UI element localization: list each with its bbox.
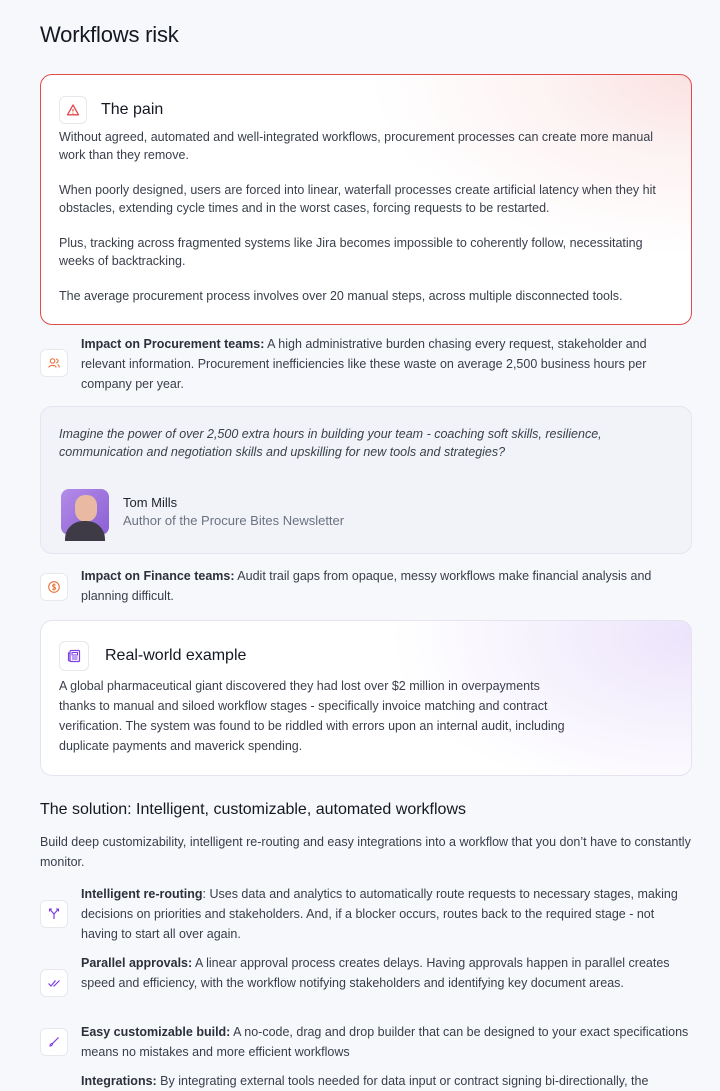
- example-text: A global pharmaceutical giant discovered they had lost over $2 million in overpayments thanks to manual and siloed workflow stages - specifically invoice matching and contract verification. The system was found to be riddled with errors upon an internal audit, including duplicate payments and maverick spending.: [59, 679, 565, 753]
- users-icon: [40, 349, 68, 377]
- brush-icon: [40, 1028, 68, 1056]
- quote-author: [61, 489, 344, 535]
- impact-finance-text: Impact on Finance teams: Audit trail gaps from opaque, messy workflows make financial analysis and planning difficult.: [81, 569, 652, 603]
- feature-text: Intelligent re-routing: Uses data and analytics to automatically route requests to necessary stages, making decisions on priorities and stakeholders. And, if a blocker occurs, routes back to the required stage - not having to start all over again.: [81, 887, 678, 941]
- example-title: Real-world example: [105, 647, 247, 664]
- pain-paragraph: Without agreed, automated and well-integrated workflows, procurement processes can create more manual work than they remove.: [59, 130, 654, 162]
- feature-item: [40, 953, 692, 993]
- feature-text: Parallel approvals: A linear approval process creates delays. Having approvals happen in parallel creates speed and efficiency, with the workflow notifying stakeholders and identifying key document areas.: [81, 956, 670, 990]
- solution-title: The solution: Intelligent, customizable, automated workflows: [40, 801, 466, 818]
- pain-paragraph: The average procurement process involves over 20 manual steps, across multiple disconnected tools.: [59, 289, 623, 303]
- example-card-header: [59, 641, 673, 671]
- feature-item: [40, 1022, 692, 1062]
- feature-text: Easy customizable build: A no-code, drag and drop builder that can be designed to your exact specifications means no mistakes and more efficient workflows: [81, 1025, 689, 1059]
- impact-procurement-label: Impact on Procurement teams:: [81, 337, 265, 351]
- feature-label: Easy customizable build:: [81, 1025, 231, 1039]
- impact-finance: [40, 566, 692, 606]
- author-role: Author of the Procure Bites Newsletter: [123, 513, 345, 528]
- double-check-icon: [40, 969, 68, 997]
- example-card: [40, 620, 692, 776]
- solution-intro: Build deep customizability, intelligent re-routing and easy integrations into a workflow that you don’t have to constantly monitor.: [40, 835, 691, 869]
- feature-label: Intelligent re-routing: [81, 887, 203, 901]
- feature-item: [40, 1071, 692, 1091]
- impact-procurement: [40, 334, 692, 394]
- dollar-coin-icon: [40, 573, 68, 601]
- pain-title: The pain: [101, 101, 164, 118]
- feature-label: Parallel approvals:: [81, 956, 193, 970]
- warning-triangle-icon: [59, 96, 87, 124]
- quote-text: Imagine the power of over 2,500 extra hours in building your team - coaching soft skills, resilience, communication and negotiation skills and upskilling for new tools and strategies?: [59, 427, 602, 459]
- avatar: [61, 489, 109, 535]
- feature-item: [40, 884, 692, 944]
- page-title: Workflows risk: [40, 22, 179, 47]
- feature-text: Integrations: By integrating external tools needed for data input or contract signing bi-directionally, the: [81, 1074, 649, 1088]
- pain-paragraph: Plus, tracking across fragmented systems like Jira becomes impossible to coherently follow, necessitating weeks of backtracking.: [59, 236, 643, 268]
- pain-card-header: [59, 95, 673, 125]
- newspaper-icon: [59, 641, 89, 671]
- quote-card: [40, 406, 692, 554]
- pain-paragraph: When poorly designed, users are forced into linear, waterfall processes create artificial latency when they hit obstacles, extending cycle times and in the worst cases, forcing requests to be restarted.: [59, 183, 656, 215]
- author-name: Tom Mills: [123, 495, 178, 510]
- feature-label: Integrations:: [81, 1074, 157, 1088]
- impact-procurement-text: Impact on Procurement teams: A high administrative burden chasing every request, stakeholder and relevant information. Procurement inefficiencies like these waste on average 2,500 business hours per company per year.: [81, 337, 647, 391]
- split-route-icon: [40, 900, 68, 928]
- impact-finance-label: Impact on Finance teams:: [81, 569, 235, 583]
- pain-card: [40, 74, 692, 325]
